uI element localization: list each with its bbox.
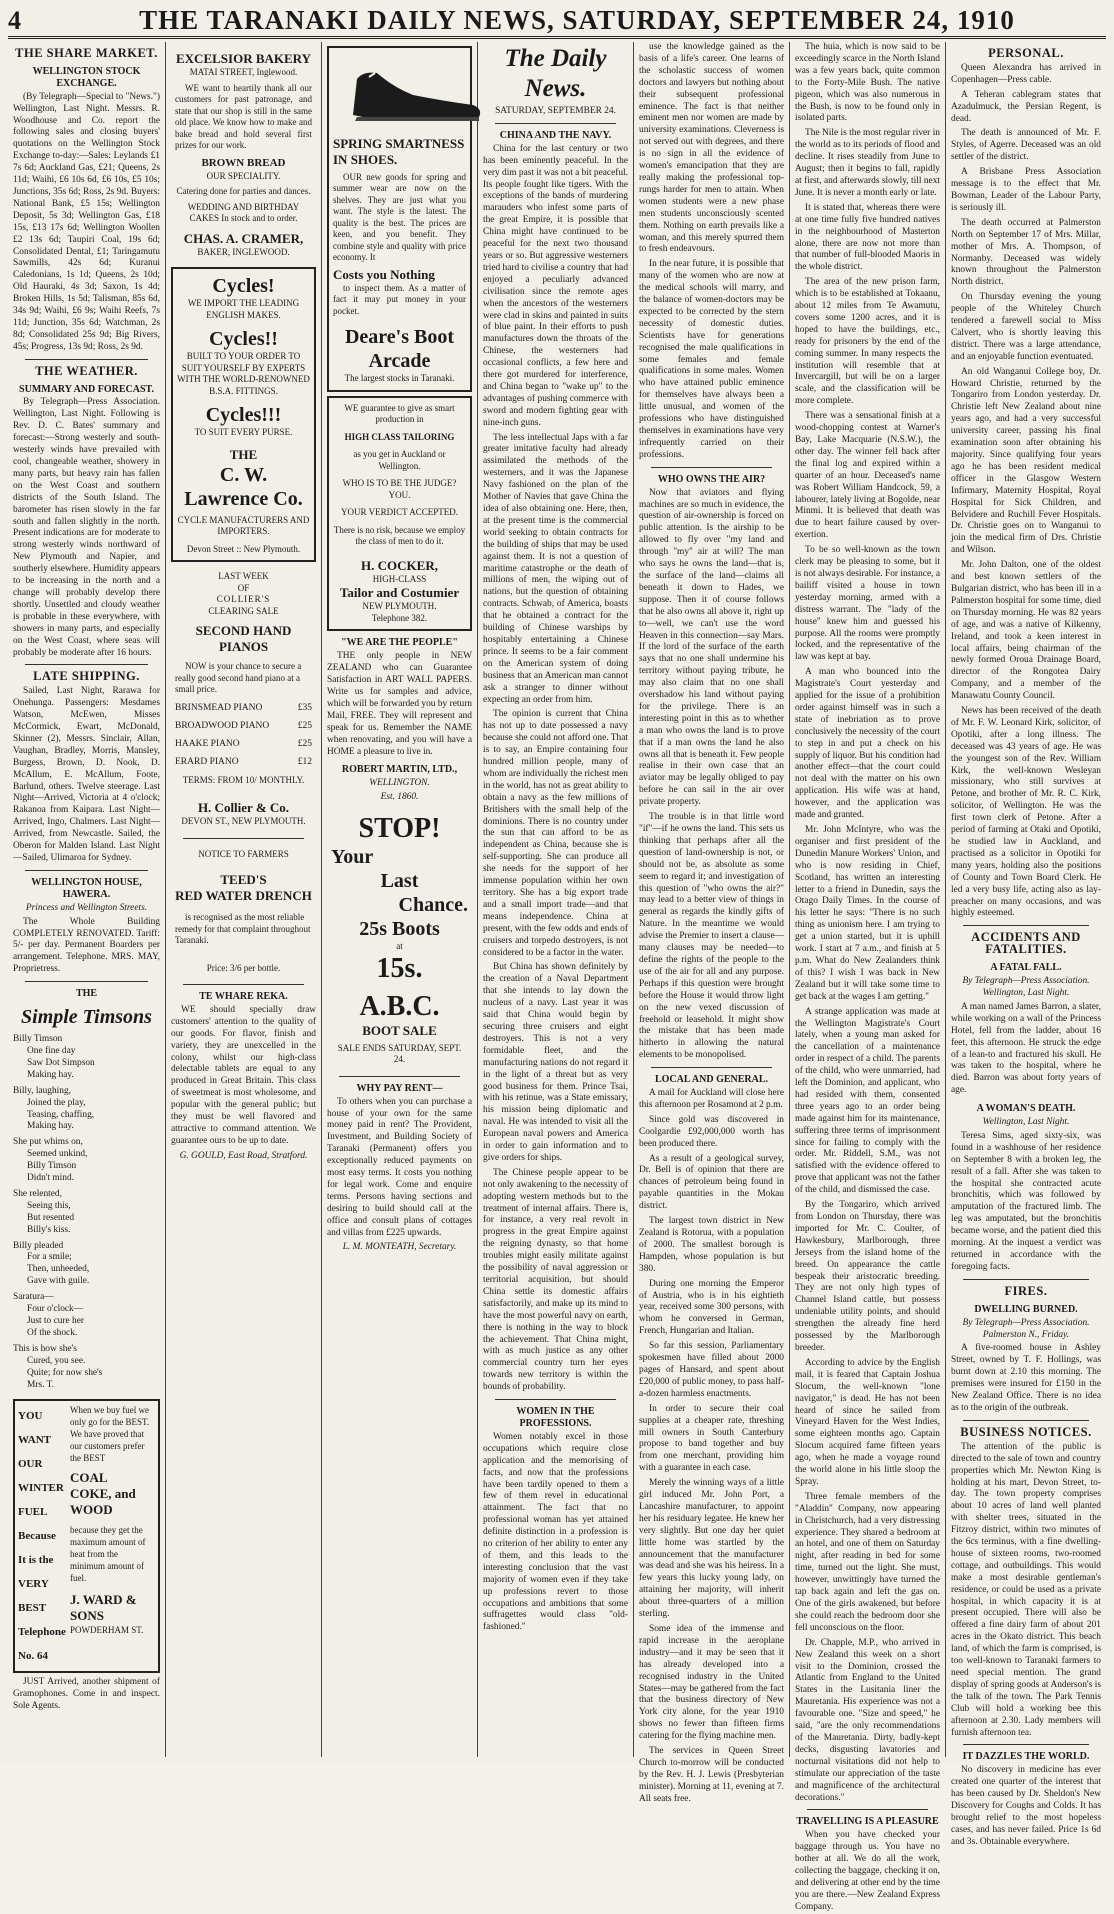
cocker-tailor-ad <box>327 396 472 632</box>
bakery-address: MATAI STREET, Inglewood. <box>189 67 298 77</box>
shoe-illustration <box>333 57 493 127</box>
divider <box>25 664 148 665</box>
colliers-pianos-ad <box>171 566 316 833</box>
divider <box>495 1399 616 1400</box>
cocker-verdict: YOUR VERDICT ACCEPTED. <box>341 507 458 518</box>
poem-line: Making hay. <box>27 1069 74 1080</box>
colliers-last-week: LAST WEEK <box>218 571 269 581</box>
china-navy-p5: The Chinese people appear to be not only awakening to the necessity of adopting western methods but to the treatment of internal affairs. There is, for instance, a very real revolt in progress in the great Empire against the reigning dynasty, so that home troubles might easily militate against the possibility of naval aggression or territorial acquisition, but should China settle its domestic affairs satisfactorily, and make up its mind to have the most powerful navy on earth, there is nothing in the way to block the achievement. That China might, with as much justice as any other commercial country turn her eyes towards new territory is within the bounds of probability. <box>483 1167 628 1393</box>
cycles-purse: TO SUIT EVERY PURSE. <box>194 427 293 437</box>
poem-line: One fine day <box>27 1045 76 1056</box>
local-item: To be so well-known as the town clerk may be pleasing to some, but it is not always desirable. For instance, a bailiff visited a house in town yesterday morning, armed with a distress warrant. The "lady of the house" knew him and guessed his purpose. All the rooms were promptly locked, and the representative of the law was kept at bay. <box>795 545 940 663</box>
piano-price-list <box>175 699 312 771</box>
spring-smartness-body: OUR new goods for spring and summer wear are now on the shelves. They are just what you want. The style is the latest. The quality is the best. The prices are keen, and you benefit. They combine style and quality with price economy. It <box>333 171 466 263</box>
boot-sale: BOOT SALE <box>362 1022 437 1038</box>
robert-martin-est: Est. 1860. <box>380 792 419 803</box>
local-item: Three female members of the "Aladdin" Company, now appearing in Christchurch, had a very distressing experience. They shared a bedroom at an hotel, and one of them on Saturday night, after reading in bed for some time, turned out the light. She must, however, unwittingly have turned the tap back again and left the gas on. One of the girls awakened, but before she could reach the bedroom door she fell unconscious on the floor. <box>795 1491 940 1633</box>
hawera-heading: WELLINGTON HOUSE, HAWERA. <box>31 876 142 900</box>
poem-line: Gave with guile. <box>27 1276 90 1287</box>
local-item: There was a sensational finish at a wood-chopping contest at Warner's Bay, Lake Macquarie (N.S.W.), the other day. The winner fell back after the final log and expired within a quarter of an hour. Deceased's name was Robert William Handcock, 59, a labourer, lately living at Bogolde, near Minmi. It is believed that death was due to heart failure caused by over-exertion. <box>795 411 940 541</box>
local-item: Since gold was discovered in Coolgardie £92,000,000 worth has been produced there. <box>639 1114 784 1149</box>
cycles-heading-1: Cycles! <box>212 275 275 297</box>
robert-martin-firm: ROBERT MARTIN, LTD., <box>341 764 458 776</box>
cocker-tailoring: HIGH CLASS TAILORING <box>344 431 455 442</box>
fuel-ad-word: BEST <box>18 1602 47 1615</box>
weather-body: By Telegraph—Press Association. Wellington, Last Night. Following is Rev. D. C. Bates' summary and forecast:—Strong westerly and south-westerly winds have prevailed with cool, changeable weather, showery in many parts, but heavy rain has fallen on the West Coast and southern districts of the South Island. The barometer has risen slowly in the far south and fallen slightly in the north. Present indications are for moderate to strong westerly winds northward of New Plymouth and Napier, and southerly elsewhere. Humidity appears to be increasing in the north and a change will probably develop there shortly. Unsettled and cloudy weather is probable in these everywhere, with showers in many parts, and especially on the West Coast, where seas will probably be moderate after 16 hours. <box>13 397 160 658</box>
colliers-name: COLLIER'S <box>216 594 271 604</box>
women-professions-heading: WOMEN IN THE PROFESSIONS. <box>516 1406 595 1429</box>
cocker-as: as you get in Auckland or Wellington. <box>353 449 446 471</box>
bakery-body: WE want to heartily thank all our customers for past patronage, and state that our shop is still in the same old place. We know how to make and bake bread and hold several first prizes for our work. <box>175 82 312 150</box>
poem-line: Then, unheeded, <box>27 1264 90 1275</box>
dazzles-body: No discovery in medicine has ever created one quarter of the interest that has been caused by Dr. Sheldon's New Discovery for Coughs and Colds. It has brought relief to the most hopeless cases, and has never failed. Price 1s 6d and 3s. Obtainable everywhere. <box>951 1765 1101 1847</box>
poem-line: But resented <box>27 1212 75 1223</box>
masthead <box>8 6 1106 39</box>
lawrence-the: THE <box>229 446 258 462</box>
divider <box>339 1076 460 1077</box>
personal-item: The death is announced of Mr. F. Styles, of Agerre. Deceased was an old settler of the district. <box>951 128 1101 163</box>
china-navy-heading: CHINA AND THE NAVY. <box>499 129 612 141</box>
lawrence-cycles-ad <box>171 267 316 562</box>
travelling-heading: TRAVELLING IS A PLEASURE <box>796 1816 939 1828</box>
hawera-subheading: Princess and Wellington Streets. <box>25 902 148 913</box>
local-item: The area of the new prison farm, which is to be established at Tokaanu, about 12 miles from Te Awamutu, covers some 1200 acres, and it is hoped to have the buildings, etc., ready for prisoners by the end of the coming summer. In many respects the institution will resemble that at Invercargill, but will be on a larger scale, and the classification will be more complete. <box>795 277 940 407</box>
cocker-highclass: HIGH-CLASS <box>372 573 427 584</box>
divider <box>25 359 148 360</box>
piano-row <box>175 753 312 771</box>
poem-line: Billy, laughing, <box>13 1085 71 1096</box>
poem-line: Teasing, chaffing, <box>27 1109 95 1120</box>
personal-heading: PERSONAL. <box>988 46 1064 60</box>
divider <box>963 1279 1089 1280</box>
share-market-body: (By Telegraph—Special to "News.") Wellington, Last Night. Messrs. R. Woodhouse and Co. report the following sales and closing buyers' quotations on the Wellington Stock Exchange to-day:—Sales: Leylands £1 7s 6d; Auckland Gas, £21; Queens, 2s 11d; Waihi, £6 10s 6d, £6 10s, £5 10s; Junctions, 35s 6d; Ross, 2s 9d. Buyers: National Bank, £5 15s; Wellington Deposit, 5s 3d; Wellington Gas, £18 15s, £13 17s 6d; Wellington Woollen £2 13s 6d; Taupiri Coal, 19s 6d; Consolidated Dental, £1; Taringamutu Sawmills, 42s 6d; Kuranui Caledonians, 1s 1d; Queens, 2s 10d; Old Hauraki, 4s 3d; Saxon, 1s 4d; Broken Hills, 1s 5d; Talisman, 85s 6d, 34s 9d; Waihi, £6 9s; Waihi Reefs, 7s 11d; Junction, 35s 6d; Watchman, 2s 8d; Consolidated 25s 9d; Big Rivers, 45s; Progress, 13s 9d; Ross, 2s 9d. <box>13 91 160 352</box>
local-item: Mr. John McIntyre, who was the organiser and first president of the Dunedin Manure Workers' Union, and who is now residing in Chief, Scotland, has written an interesting letter to a friend in Dunedin, says the Otago Daily Times. In the course of his letter he says: "There is no such thing as unionism here. I am trying to get a union started, but it is uphill work. I start at 7 a.m., and finish at 5 p.m. What do New Zealanders think of this? I wish I was back in New Zealand but it will take some time to get back at the wages I am getting." <box>795 825 940 1002</box>
column-5 <box>634 42 790 1804</box>
farmers-notice: NOTICE TO FARMERS <box>198 848 289 859</box>
divider <box>183 838 304 839</box>
baker-name: CHAS. A. CRAMER, <box>183 230 304 246</box>
chance-word: Chance. <box>398 894 468 917</box>
china-navy-p4: But China has shown definitely by the creation of a Naval Department that she intends to lay down the nucleus of a navy. Last year it was said that China would begin by securing three cruisers and eight destroyers. This is not a very formidable fleet, and the manufacturing nations do not regard it in the light of a threat but as very good business for them. Prince Tsai, with his retinue, was a State emissary, his mission being diplomatic and naval. He was intended to visit all the European naval powers and America in order to gain information and to give orders for ships. <box>483 962 628 1163</box>
fuel-ad-reason: because they get the maximum amount of heat from the minimum amount of fuel. <box>70 1525 146 1584</box>
fuel-coke: COKE, and <box>70 1486 136 1502</box>
business-notices-heading: BUSINESS NOTICES. <box>960 1424 1092 1439</box>
costs-you-nothing: Costs you Nothing <box>333 266 435 282</box>
fuel-ad-word: VERY <box>18 1578 49 1591</box>
womans-death-body: Teresa Sims, aged sixty-six, was found in a washhouse of her residence on September 8 with a broken leg, the result of a fall. After she was taken to the hospital she contracted acute bronchitis, which was followed by amputation of the fractured limb. The leg was amputated, but the bronchitis became worse, and the patient died this morning. At the inquest a verdict was returned in accordance with the foregoing facts. <box>951 1130 1101 1272</box>
personal-item: Queen Alexandra has arrived in Copenhagen—Press cable. <box>951 62 1101 85</box>
bakery-speciality: OUR SPECIALITY. <box>206 170 281 181</box>
poem-line: Making hay. <box>27 1121 74 1132</box>
cocker-telephone: Telephone 382. <box>371 612 428 623</box>
collier-firm: H. Collier & Co. <box>197 800 290 815</box>
fuel-wood: WOOD <box>70 1502 113 1518</box>
who-owns-air-heading: WHO OWNS THE AIR? <box>657 473 766 485</box>
divider <box>651 1067 772 1068</box>
simple-timsons-poem <box>13 1034 160 1391</box>
local-item: Dr. Chapple, M.P., who arrived in New Zealand this week on a short visit to the Dominion, crossed the Atlantic from England to the United States in the Lusitania liner the Mauretania. His experience was not a favourable one. "Size and speed," he said, "are the only recommendations of the Mauretania. Dirty, badly-kept decks, disgusting lavatories and nocturnal visitations did not help to stimulate our appreciation of the taste and magnificence of the architectural decorations." <box>795 1637 940 1803</box>
personal-item: An old Wanganui College boy, Dr. Howard Christie, returned by the Tongariro from London yesterday. Dr. Christie left New Zealand about nine years ago, and had a very successful university career, passing his final examination soon after obtaining his majority. Since qualifying four years ago he has been resident medical officer in the Glasgow Western Infirmary, Maternity Hospital, Royal Hospital for Sick Children, and Belvidere and Ruchill Fever Hospitals. Dr. Christie goes on to Wanganui to join the medical firm of Drs. Christie and Wilson. <box>951 366 1101 556</box>
fuel-ad-word: FUEL <box>18 1506 48 1519</box>
fuel-ad-word: Telephone <box>18 1626 66 1639</box>
stop-heading: STOP! <box>358 813 441 845</box>
piano-row <box>175 699 312 717</box>
divider <box>963 1744 1089 1745</box>
weather-subheading: SUMMARY AND FORECAST. <box>19 383 154 395</box>
local-item: A strange application was made at the Wellington Magistrate's Court lately, when a young man asked for the cancellation of a maintenance order in respect of a child. The parents of the child, who were unmarried, had left the Dominion, and applicant, who had resided with them, consented three years ago to an order being made against him for its maintenance, suffering three terms of imprisonment since for failing to comply with the order. Mr. Riddell, S.M., was not satisfied with the evidence offered to prove that applicant was not the father of the child, and dismissed the case. <box>795 1006 940 1196</box>
piano-name: BROADWOOD PIANO <box>175 720 270 731</box>
poem-line: Mrs. T. <box>27 1379 54 1390</box>
why-pay-rent-heading: WHY PAY RENT— <box>356 1082 443 1094</box>
cocker-role: Tailor and Costumier <box>339 585 460 601</box>
divider <box>495 123 616 124</box>
business-notices-body: The attention of the public is directed to the sale of town and country properties which Mr. Newton King is holding at his mart, Devon Street, to-day. The town property comprises about 10 acres of land well planted with shelter trees, situated in the Fitzroy district, within two minutes of the 6cs terminus, with a fine dwelling-house of sixteen rooms, two-roomed cottage, and outbuildings. This would make a most desirable gentleman's residence, or could be used as a private hospital, in which capacity it is at present occupied. There will also be offered a fine dairy farm of about 201 acres in the Okato district. This beach land, of which the farm is comprised, is too well-known to Taranaki farmers to need special mention. The grand display of spring goods at Anderson's is the talk of the town. The Park Tennis Club will hold a working bee this afternoon at 2.30. Lady members will furnish afternoon tea. <box>951 1441 1101 1738</box>
drench-price: Price: 3/6 per bottle. <box>206 962 281 973</box>
cocker-intro: WE guarantee to give as smart production in <box>344 402 455 425</box>
poem-line: Billy pleaded <box>13 1240 64 1251</box>
whare-reka-signature: G. GOULD, East Road, Stratford. <box>179 1150 308 1161</box>
poem-line: Just to cure her <box>27 1316 85 1326</box>
lawrence-name: C. W. Lawrence Co. <box>184 463 303 510</box>
stock-exchange-subheading: WELLINGTON STOCK EXCHANGE. <box>32 65 141 89</box>
column-1 <box>8 42 166 1757</box>
shipping-heading: LATE SHIPPING. <box>33 669 140 684</box>
womans-death-heading: A WOMAN'S DEATH. <box>976 1103 1076 1115</box>
simple-timsons-the: THE <box>75 988 98 1000</box>
cycles-heading-2: Cycles!! <box>209 328 278 350</box>
lawrence-desc: CYCLE MANUFACTURERS AND IMPORTERS. <box>177 514 310 536</box>
piano-price: £12 <box>297 756 312 767</box>
sale-ends: SALE ENDS SATURDAY, SEPT. 24. <box>337 1042 462 1065</box>
local-item: According to advice by the English mail, it is feared that Captain Joshua Slocum, the well-known "lone navigator," is dead. He has not been heard of since he sailed from Vineyard Haven for the West Indies, some eighteen months ago. Captain Slocum acquired fame fifteen years ago, when he made a voyage round the world alone in his little sloop the Spray. <box>795 1357 940 1487</box>
local-item: The largest town district in New Zealand is Rotorua, with a population of 2000. The smallest borough is Hampden, whose population is but 380. <box>639 1216 784 1274</box>
cocker-name: H. COCKER, <box>361 557 438 573</box>
women-continued-p1: use the knowledge gained as the basis of a life's career. One learns of the scholastic success of women doctors and lawyers but nothing about their subsequent professional eminence. The fact is that neither eminent men nor women are made by university examinations. Cleverness is not served out with degrees, and there is no sign in all the evidence of women's emancipation that they are really making the professional top-rungs harder for men to attain. When women students were a new phase men students unconsciously scented them. Nothing on earth prevails like a woman, and this merely spurred them to fresh endeavours. <box>639 42 784 255</box>
teeds-drench-ad <box>171 844 316 980</box>
poem-line: Billy Timson <box>27 1161 77 1172</box>
editorial-date: SATURDAY, SEPTEMBER 24. <box>495 106 616 116</box>
travelling-body: When you have checked your baggage through us. You have no bother at all. We do all the work, collecting the baggage, checking it on, and delivering at other end by the time you are there.—New Zealand Express Company. <box>795 1830 941 1912</box>
dwelling-burned-byline: By Telegraph—Press Association. Palmerston N., Friday. <box>962 1317 1090 1340</box>
piano-row <box>175 735 312 753</box>
divider <box>963 1420 1089 1421</box>
poem-line: Seeing this, <box>27 1200 71 1211</box>
piano-name: HAAKE PIANO <box>175 738 240 749</box>
cocker-address: NEW PLYMOUTH. <box>362 601 437 612</box>
poem-line: Quite; for now she's <box>27 1367 103 1378</box>
deares-boot-arcade: Deare's Boot Arcade <box>344 326 455 373</box>
fuel-ad-word: YOU <box>18 1410 43 1423</box>
local-item: Some idea of the immense and rapid increase in the aeroplane industry—and it may be seen that it has already developed into a recognised industry in the United States—may be gathered from the fact that the business directory of New York city alone, for the year 1910 shows no fewer than fifteen firms catering for the flying machine men. <box>639 1624 784 1742</box>
fuel-ad-left-words <box>18 1404 70 1668</box>
dazzles-heading: IT DAZZLES THE WORLD. <box>962 1751 1090 1763</box>
daily-news-flag: The Daily News. <box>504 45 607 102</box>
bakery-heading: EXCELSIOR BAKERY <box>176 51 311 66</box>
piano-row <box>175 717 312 735</box>
we-are-the-people-heading: "WE ARE THE PEOPLE" <box>341 637 458 649</box>
women-continued-p2: In the near future, it is possible that many of the women who are now at the medical schools will marry, and the balance of women-doctors may be expected to be corrected by the stern necessity of domestic duties. Scientists have for generations recognised the male qualifications in some females and female qualifications in some males. Women who have attained public eminence for themselves have always been a little unusual, and women of the professions who have distinguished themselves in examinations have very infrequently carried on their professions. <box>639 259 784 460</box>
womans-death-byline: Wellington, Last Night. <box>982 1117 1070 1128</box>
dwelling-burned-body: A five-roomed house in Ashley Street, owned by T. F. Hollings, was burnt down at 2.10 this morning. The premises were insured for £150 in the New Zealand Office. There is no idea as to the origin of the outbreak. <box>951 1343 1101 1413</box>
deares-boot-ad <box>327 46 472 392</box>
fuel-ad-word: Because <box>18 1530 56 1543</box>
personal-item: News has been received of the death of Mr. F. W. Leonard Kirk, solicitor, of Opotiki, after a long illness. The deceased was 43 years of age. He was the youngest son of the Rev. William Kirk, the well-known Wesleyan missionary, who still survives at Petone, and brother of Mr. R. C. Kirk, solicitor, of Wellington. He was the first town clerk of Petone. After a period of farming at Otaki and Opotiki, he studied law in Auckland, and practised as a solicitor in Opotiki for many years, holding also the positions of County and Town Board Clerk. He led a very busy life, acting also as lay-preacher on many occasions, and was highly esteemed. <box>951 706 1101 919</box>
local-item: The huia, which is now said to be exceedingly scarce in the North Island was a few years back, quite common to the Forty-Mile Bush. The native pigeon, which was also numerous in the Bush, is now to be found only in isolated parts. <box>795 42 940 124</box>
bakery-catering: Catering done for parties and dances. <box>176 186 311 196</box>
piano-name: ERARD PIANO <box>175 756 239 767</box>
fuel-ad-word: WINTER <box>18 1482 64 1495</box>
local-item: The Nile is the most regular river in the world as to its periods of flood and decline. It rises steadily from June to August; then it begins to fall, rapidly at first, and afterwards slowly, till next June. It is never a month early or late. <box>795 128 940 198</box>
divider <box>651 467 772 468</box>
boots-15s: 15s. <box>376 952 423 984</box>
piano-price: £35 <box>297 702 312 713</box>
at-word: at <box>396 941 403 952</box>
local-item: As a result of a geological survey, Dr. Bell is of opinion that there are chances of petroleum being found in payable quantities in the Mokau district. <box>639 1153 784 1212</box>
poem-line: Four o'clock— <box>27 1304 84 1315</box>
poem-line: Seemed unkind, <box>27 1149 88 1160</box>
poem-line: Of the shock. <box>27 1327 78 1338</box>
dwelling-burned-heading: DWELLING BURNED. <box>974 1303 1078 1315</box>
fuel-ad-word: No. 64 <box>18 1650 48 1663</box>
poem-line: Saratura— <box>13 1292 54 1303</box>
fires-heading: FIRES. <box>1004 1283 1048 1298</box>
colliers-of: OF <box>237 582 250 593</box>
whare-reka-body: WE should specially draw customers' attention to the quality of our goods. For flavor, finish and variety, they are unexcelled in the colony, whilst our high-class delectable tablets are equal to any produced in Great Britain. This class of sweetmeat is most wholesome, and popular with the general public; but they must be well flavored and attractive to command attention. We guarantee ours to be up to date. <box>171 1004 316 1146</box>
local-item: It is stated that, whereas there were at one time fully five hundred natives in the neighbourhood of Masterton alone, there are now not more than that number of full-blooded Maoris in the whole district. <box>795 202 940 273</box>
column-2 <box>166 42 322 1757</box>
personal-item: Mr. John Dalton, one of the oldest and best known settlers of the Bulgarian district, who has been ill in a Palmerston hospital for some time, died on Thursday morning. He was 82 years of age, and was a native of Kilkenny, Ireland, and took a keen interest in local affairs, being chairman of the newly formed Oroua Drainage Board, director of the Rongotea Dairy Company, and a member of the Manawatu County Council. <box>951 560 1101 702</box>
poem-line: Billy's kiss. <box>27 1224 71 1235</box>
whare-reka-heading: TE WHARE REKA. <box>199 991 288 1002</box>
colliers-clearing: CLEARING SALE <box>208 605 279 616</box>
local-item: By the Tongariro, which arrived from London on Thursday, there was imported for Mr. C. Coulter, of Hawkesbury, Marlborough, three Jerseys from the island home of the breed. On appearance the cattle bespeak their aristocratic breeding. They are not only high types of Channel Island cattle, but possess undeniable utility points, and should strengthen the already fine herd possessed by the Marlborough breeder. <box>795 1200 940 1353</box>
weather-heading: THE WEATHER. <box>35 363 138 378</box>
page-number: 4 <box>8 6 21 35</box>
divider <box>963 925 1089 926</box>
brown-bread-heading: BROWN BREAD <box>201 156 286 169</box>
page-title: THE TARANAKI DAILY NEWS, SATURDAY, SEPTEMBER 24, 1910 <box>139 5 1015 35</box>
boots-25s: 25s Boots <box>359 918 440 941</box>
divider <box>183 984 304 985</box>
column-4 <box>478 42 634 1757</box>
share-market-heading: THE SHARE MARKET. <box>15 46 158 60</box>
fatal-fall-body: A man named James Barron, a slater, while working on a wall of the Princess Hotel, fell from the ladder, about 16 feet, this afternoon. He struck the edge of a lean-to and fractured his skull. He was taken to the hospital, where he died. Barron was about forty years of age. <box>951 1001 1101 1096</box>
hawera-body: The Whole Building COMPLETELY RENOVATED. Tariff: 5/- per day. Permanent Boarders per arrangement. Telephone. MRS. MAY, Proprietress. <box>13 916 160 975</box>
fuel-firm-name: J. WARD & SONS <box>70 1592 137 1624</box>
spring-smartness-heading: SPRING SMARTNESS IN SHOES. <box>333 135 465 167</box>
abc-boot-sale-ad <box>327 808 472 1071</box>
local-item: So far this session, Parliamentary spokesmen have filled about 2000 pages of Hansard, and spent about £20,000 of public money, to pass half-a-dozen harmless enactments. <box>639 1341 784 1399</box>
column-6 <box>790 42 946 1912</box>
bakery-cakes: WEDDING AND BIRTHDAY CAKES In stock and to order. <box>187 201 300 223</box>
drench-body: is recognised as the most reliable remedy for that complaint throughout Taranaki. <box>175 912 311 945</box>
fuel-ad-word: WANT <box>18 1434 52 1447</box>
poem-line: This is how she's <box>13 1343 77 1354</box>
china-navy-p3: The opinion is current that China has not up to date possessed a navy because she could not afford one. That is to say, an Empire containing four hundred million people, many of whom are individually the richest men in the world, has not as great ability to obtain a navy as the few millions of Britishers with the small help of the dominions. There is no country under the sun that can afford to be as independent as China, because she is self-supporting. She can produce all she needs for the support of her immense population within her own territory. She has a big export trade and a small import trade—and that means independence. China at present, with the few odds and ends of cruisers and torpedo destroyers, is not considered to be a factor in the water. <box>483 709 628 958</box>
fuel-ad-word: It is the <box>18 1554 54 1567</box>
personal-item: On Thursday evening the young people of the Whiteley Church tendered a farewell social to Miss Calvert, who is shortly leaving this district. There was a large attendance, and an enjoyable function eventuated. <box>951 292 1101 362</box>
personal-item: A Teheran cablegram states that Azadulmuck, the Persian Regent, is dead. <box>951 89 1101 124</box>
poem-line: For a smile; <box>27 1252 72 1263</box>
china-navy-p2: The less intellectual Japs with a far greater imitative faculty had already assimilated the methods of the westerners, and it was the Japanese Navy fashioned on the plan of the Mother of Navies that gave China the idea of also obtaining one. Here, then, at the present time is the commercial world seeking to obtain contracts for the building of ships that may be used against them. It is not a question of maritime catastrophe or the death of millions of men, the wiping out of nations, but the question of obtaining contracts. Schwab, of America, boasts that he obtained a contract for the building of Chinese warships by hospitably entertaining a Chinese prince. It seems to be a fair comment on the American system of doing business that an American man cannot ask a stranger to dinner without expecting an order from him. <box>483 432 628 705</box>
costs-body: to inspect them. As a matter of fact it may put money in your pocket. <box>333 282 466 316</box>
pianos-terms: TERMS: FROM 10/ MONTHLY. <box>182 774 305 785</box>
divider <box>25 870 148 871</box>
women-professions-body: Women notably excel in those occupations which require close application and the memorising of facts, and now that the professions have been tardily opened to them a few of them revel in educational attainment. The fact that no professional woman has yet attained definite distinction in a profession is no criterion of her ability to enter any of them, and this leads to the interesting conclusion that the vast majority of women even if they take up professions revert to those occupations and ambitions that some suffragettes would class "old-fashioned." <box>483 1431 628 1633</box>
divider <box>25 981 148 982</box>
fuel-firm-address: POWDERHAM ST. <box>70 1625 144 1636</box>
personal-item: A Brisbane Press Association message is to the effect that Mr. Bowman, Leader of the Labour Party, is seriously ill. <box>951 167 1101 213</box>
poem-line: She relented, <box>13 1188 62 1199</box>
who-owns-air-p2: The trouble is in that little word "if"—if he owns the land. This sets us thinking that perhaps after all the question of land-ownership is not, or should not be, as absolute as some seem to regard it; and investigation of this question of "who owns the air?" may lead to a better view of things in general as regards the kindly gifts of Nature. In the meantime we would advise the Premier to insert a clause—many clauses may be needed—to define the rights of the people to the use of the air for all and any purpose. Perhaps if this question were brought before the House it would throw light on the new vexed discussion of freehold or leasehold. It might show the mistake that has been made hitherto in allowing the natural elements to be monopolised. <box>639 812 784 1061</box>
pianos-intro: NOW is your chance to secure a really good second hand piano at a small price. <box>175 661 302 694</box>
cycles-heading-3: Cycles!!! <box>205 404 282 426</box>
teeds-name: TEED'S <box>220 872 267 887</box>
robert-martin-city: WELLINGTON. <box>369 778 430 789</box>
gramophone-notice: JUST Arrived, another shipment of Gramophones. Come in and inspect. Sole Agents. <box>13 1677 160 1712</box>
fatal-fall-byline: By Telegraph—Press Association. Wellington, Last Night. <box>962 976 1090 998</box>
we-are-the-people-body: THE only people in NEW ZEALAND who can Guarantee Satisfaction in ART WALL PAPERS. Write us for samples and advice, which will be forwarded you by return Mail, FREE. They will represent and speak for us. Remember the NAME when renovating, and you will have a HOME a pleasure to live in. <box>327 651 472 757</box>
local-item: The services in Queen Street Church to-morrow will be conducted by the Rev. H. J. Lewis (Presbyterian minister). Morning at 11, evening at 7. All seats free. <box>639 1746 784 1804</box>
fuel-ad-intro: When we buy fuel we only go for the BEST. We have proved that our customers prefer the BEST <box>70 1405 150 1464</box>
lawrence-address: Devon Street :: New Plymouth. <box>186 543 301 554</box>
column-7 <box>946 42 1106 1847</box>
accidents-heading: ACCIDENTS AND FATALITIES. <box>971 930 1081 957</box>
local-general-heading: LOCAL AND GENERAL. <box>654 1074 769 1086</box>
baker-role: BAKER, INGLEWOOD. <box>197 246 290 257</box>
cycles-import: WE IMPORT THE LEADING ENGLISH MAKES. <box>187 298 300 320</box>
fatal-fall-heading: A FATAL FALL. <box>990 962 1062 974</box>
second-hand-pianos: SECOND HAND PIANOS <box>195 623 292 654</box>
cocker-judge: WHO IS TO BE THE JUDGE? YOU. <box>342 478 457 500</box>
why-pay-rent-body: To others when you can purchase a house of your own for the same money paid in rent? The Provident, Investment, and Building Society of Taranaki (Permanent) offers you exceptionally reduced payments on most easy terms. It costs you nothing for legal work. Come and enquire terms. Persons having sections and desiring to build should call at the office and consult plans of cottages and villas from £225 upwards. <box>327 1096 472 1238</box>
poem-line: Saw Dot Simpson <box>27 1057 95 1068</box>
shipping-body: Sailed, Last Night, Rarawa for Onehunga. Passengers: Mesdames Watson, McEwen, Misses McCormick, Ewart, McDonald, Skinner (2), Messrs. Sinclair, Allan, Vaughan, Bradley, Morris, Mansley, Burgess, Brown, D. Nook, D. McAllum, E. McAllum, Foote, Barlund, others. Twelve steerage. Last Night—Arrived, Victoria at 4 o'clock; Rakanoa from Kaipara. Last Night—Arrived, Ingo, Chalmers. Last Night—Arrived, from Newcastle. Sailed, the Oberon for Malden Island. Last Night—Sailed, Ulimaroa for Sydney. <box>13 686 160 863</box>
collier-address: DEVON ST., NEW PLYMOUTH. <box>181 816 306 826</box>
local-item: Merely the winning ways of a little girl induced Mr. John Port, a Lancashire manufacturer, to appoint her his residuary legatee. He knew her very slightly. But one day her quiet little home was startled by the announcement that the manufacturer was dead and she was his heiress. In a few years this lucky young lady, on attaining her majority, will inherit about three-quarters of a million sterling. <box>639 1478 784 1620</box>
local-item: During one morning the Emperor of Austria, who is in his eightieth year, received some 300 persons, with whom he conversed in German, French, Hungarian and Italian. <box>639 1278 784 1337</box>
piano-price: £25 <box>297 738 312 749</box>
poem-line: Joined the play, <box>27 1097 86 1108</box>
piano-name: BRINSMEAD PIANO <box>175 702 263 713</box>
fuel-ad-word: OUR <box>18 1458 43 1471</box>
divider <box>807 1809 928 1810</box>
local-item: In order to secure their coal supplies at a cheaper rate, threshing mill owners in South Canterbury propose to band together and buy from one merchant, providing him with a guarantee in each case. <box>639 1403 784 1474</box>
ward-fuel-ad <box>13 1399 160 1673</box>
deares-subline: The largest stocks in Taranaki. <box>344 373 455 384</box>
poem-line: She put whims on, <box>13 1137 83 1148</box>
simple-timsons-title: Simple Timsons <box>21 1006 152 1029</box>
poem-line: Didn't mind. <box>27 1173 75 1184</box>
your-word: Your <box>331 846 374 869</box>
red-water-drench: RED WATER DRENCH <box>175 888 312 903</box>
cycles-order: BUILT TO YOUR ORDER TO SUIT YOURSELF BY EXPERTS WITH THE WORLD-RENOWNED B.S.A. FITTINGS. <box>177 351 310 396</box>
excelsior-bakery-ad <box>171 46 316 263</box>
cocker-rest: There is no risk, because we employ the class of men to do it. <box>333 524 466 547</box>
poem-line: Cured, you see. <box>27 1355 86 1366</box>
last-word: Last <box>380 870 419 893</box>
poem-line: Billy Timson <box>13 1034 63 1045</box>
abc-name: A.B.C. <box>359 990 440 1022</box>
piano-price: £25 <box>297 720 312 731</box>
why-pay-rent-signature: L. M. MONTEATH, Secretary. <box>342 1242 457 1253</box>
local-item: A man who bounced into the Magistrate's Court yesterday and applied for the issue of a prohibition order against himself was in such a state of inebriation as to prove conclusively the necessity of the court to step in and put a check on his supply of liquor. But his condition had another effect—that the court could not deal with the matter on his own application. His wife was at hand, however, and the application was made and granted. <box>795 667 940 821</box>
who-owns-air-p1: Now that aviators and flying machines are so much in evidence, the question of air-ownership is forced on public attention. Is the airship to be allowed to fly over "my land and through "my" air at will? The man who says he owns the land—that is, the surface of the land—claims all beneath it down to Hades, we suppose. Then it of course follows that he also owns all above it, right up to—well, we can't use the word Heaven in this connection—say Mars. If the lord of the surface of the earth says that no one shall undermine his territory without paying tribute, he may also claim that no one shall overshadow his land without paying for the privilege. There is an interesting point in this as to whether a man who owns the land is to prove that if a man owns the land he also owns all that is beneath it. Few people realise in their own case that an aviator may be legally obliged to pay before he can sail in the air over private property. <box>639 487 784 808</box>
fuel-coal: COAL <box>70 1470 108 1486</box>
personal-item: The death occurred at Palmerston North on September 17 of Mrs. Millar, mother of Mrs. A. Thompson, of Normanby. Deceased was widely known throughout the Palmerston North district. <box>951 217 1101 288</box>
local-item: A mail for Auckland will close here this afternoon per Rosamond at 2 p.m. <box>639 1088 784 1110</box>
china-navy-p1: China for the last century or two has been eminently peaceful. In the very dim past it was not a bit peaceful. Its people fought like tigers. With the exceptions of the bands of murdering marauders who infest some parts of the great Empire, it is possible that China might have continued to be peaceful for the next two thousand years or so. But aggressive westerners tried hard to civilise a country that had enjoyed a peculiarly advanced civilisation since the remote ages when the ancestors of the westerners were clad in skins and painted in suits of blue paint. In their efforts to push manufactures down the throats of the Chinese, the westerners had occasional conflicts, a few here and there got murdered for interference, and China began to "wake up" to the advantages of pushing commerce with sword and modern fighting gear with nine-inch guns. <box>483 143 629 428</box>
column-3 <box>322 42 478 1757</box>
